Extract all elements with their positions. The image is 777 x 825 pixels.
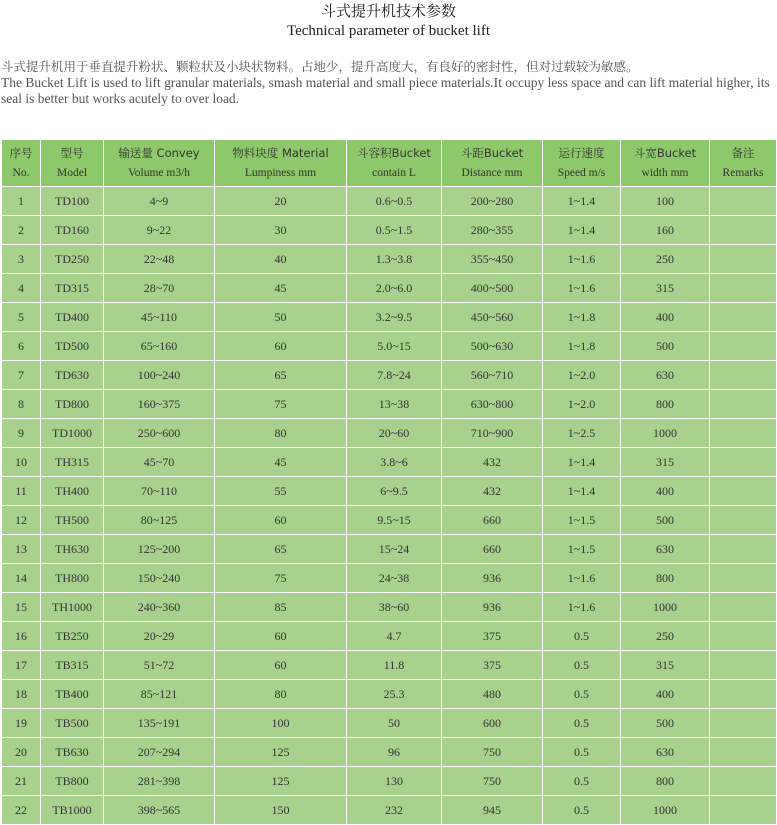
cell-material-lumpiness: 85 (215, 593, 347, 622)
cell-model: TB400 (41, 680, 104, 709)
cell-speed: 0.5 (543, 796, 621, 825)
cell-speed: 1~1.5 (543, 535, 621, 564)
cell-bucket-contain: 38~60 (347, 593, 442, 622)
cell-bucket-contain: 3.2~9.5 (347, 303, 442, 332)
cell-model: TD250 (41, 245, 104, 274)
table-row (2, 419, 777, 448)
cell-material-lumpiness: 65 (215, 535, 347, 564)
cell-bucket-distance: 280~355 (442, 216, 543, 245)
cell-bucket-contain: 96 (347, 738, 442, 767)
cell-no: 12 (2, 506, 41, 535)
cell-model: TH500 (41, 506, 104, 535)
cell-speed: 0.5 (543, 738, 621, 767)
cell-speed: 1~2.0 (543, 361, 621, 390)
cell-speed: 1~1.4 (543, 448, 621, 477)
header-speed-cn: 运行速度 (558, 145, 605, 160)
cell-bucket-contain: 1.3~3.8 (347, 245, 442, 274)
cell-bucket-distance: 450~560 (442, 303, 543, 332)
header-no-en: No. (12, 166, 30, 179)
cell-material-lumpiness: 100 (215, 709, 347, 738)
cell-bucket-width: 630 (621, 361, 710, 390)
cell-bucket-width: 800 (621, 390, 710, 419)
cell-no: 1 (2, 187, 41, 216)
cell-material-lumpiness: 60 (215, 332, 347, 361)
cell-bucket-width: 160 (621, 216, 710, 245)
cell-bucket-width: 100 (621, 187, 710, 216)
cell-bucket-distance: 375 (442, 651, 543, 680)
cell-remarks (710, 651, 777, 680)
cell-model: TH630 (41, 535, 104, 564)
cell-speed: 1~2.0 (543, 390, 621, 419)
cell-bucket-distance: 936 (442, 593, 543, 622)
cell-model: TD315 (41, 274, 104, 303)
cell-no: 4 (2, 274, 41, 303)
cell-model: TD100 (41, 187, 104, 216)
cell-model: TH800 (41, 564, 104, 593)
cell-speed: 1~2.5 (543, 419, 621, 448)
cell-convey-volume: 281~398 (104, 767, 215, 796)
cell-remarks (710, 448, 777, 477)
cell-speed: 0.5 (543, 651, 621, 680)
cell-remarks (710, 680, 777, 709)
cell-remarks (710, 187, 777, 216)
cell-remarks (710, 419, 777, 448)
cell-convey-volume: 100~240 (104, 361, 215, 390)
cell-bucket-distance: 200~280 (442, 187, 543, 216)
cell-bucket-distance: 400~500 (442, 274, 543, 303)
cell-bucket-distance: 500~630 (442, 332, 543, 361)
cell-bucket-width: 250 (621, 622, 710, 651)
cell-speed: 0.5 (543, 622, 621, 651)
cell-no: 18 (2, 680, 41, 709)
cell-speed: 1~1.6 (543, 274, 621, 303)
table-row (2, 535, 777, 564)
cell-bucket-width: 500 (621, 709, 710, 738)
cell-bucket-width: 630 (621, 535, 710, 564)
cell-bucket-contain: 0.5~1.5 (347, 216, 442, 245)
cell-convey-volume: 150~240 (104, 564, 215, 593)
cell-material-lumpiness: 60 (215, 651, 347, 680)
cell-bucket-distance: 375 (442, 622, 543, 651)
cell-bucket-distance: 936 (442, 564, 543, 593)
cell-model: TH400 (41, 477, 104, 506)
cell-no: 21 (2, 767, 41, 796)
header-bucket-width-cn: 斗宽Bucket (633, 145, 697, 160)
cell-bucket-width: 315 (621, 274, 710, 303)
header-convey-volume (104, 140, 215, 187)
cell-convey-volume: 9~22 (104, 216, 215, 245)
header-bucket-contain-cn: 斗容积Bucket (357, 145, 431, 160)
cell-bucket-contain: 3.8~6 (347, 448, 442, 477)
cell-bucket-width: 500 (621, 506, 710, 535)
cell-bucket-contain: 232 (347, 796, 442, 825)
table-row (2, 796, 777, 825)
cell-speed: 0.5 (543, 767, 621, 796)
cell-bucket-distance: 630~800 (442, 390, 543, 419)
cell-bucket-width: 315 (621, 448, 710, 477)
intro-paragraph (1, 58, 773, 107)
cell-bucket-contain: 11.8 (347, 651, 442, 680)
cell-bucket-contain: 0.6~0.5 (347, 187, 442, 216)
cell-model: TD630 (41, 361, 104, 390)
cell-remarks (710, 535, 777, 564)
header-remarks (710, 140, 777, 187)
cell-remarks (710, 216, 777, 245)
cell-no: 9 (2, 419, 41, 448)
cell-model: TB500 (41, 709, 104, 738)
cell-no: 10 (2, 448, 41, 477)
cell-remarks (710, 361, 777, 390)
cell-bucket-contain: 130 (347, 767, 442, 796)
cell-convey-volume: 135~191 (104, 709, 215, 738)
header-model-cn: 型号 (60, 145, 84, 160)
header-no (2, 140, 41, 187)
cell-remarks (710, 796, 777, 825)
cell-model: TD160 (41, 216, 104, 245)
cell-convey-volume: 28~70 (104, 274, 215, 303)
header-material-lumpiness (215, 140, 347, 187)
table-row (2, 651, 777, 680)
cell-bucket-width: 400 (621, 303, 710, 332)
cell-model: TH315 (41, 448, 104, 477)
header-model-en: Model (56, 166, 88, 179)
table-row (2, 216, 777, 245)
cell-convey-volume: 240~360 (104, 593, 215, 622)
cell-bucket-contain: 4.7 (347, 622, 442, 651)
cell-material-lumpiness: 40 (215, 245, 347, 274)
cell-model: TB800 (41, 767, 104, 796)
page-title-en: Technical parameter of bucket lift (286, 23, 490, 39)
cell-convey-volume: 250~600 (104, 419, 215, 448)
cell-model: TB315 (41, 651, 104, 680)
cell-no: 3 (2, 245, 41, 274)
cell-no: 5 (2, 303, 41, 332)
cell-speed: 1~1.8 (543, 303, 621, 332)
cell-convey-volume: 45~110 (104, 303, 215, 332)
cell-no: 6 (2, 332, 41, 361)
table-header (2, 140, 777, 187)
cell-no: 20 (2, 738, 41, 767)
cell-model: TD500 (41, 332, 104, 361)
cell-remarks (710, 390, 777, 419)
cell-convey-volume: 207~294 (104, 738, 215, 767)
header-bucket-width (621, 140, 710, 187)
cell-bucket-contain: 5.0~15 (347, 332, 442, 361)
cell-bucket-contain: 24~38 (347, 564, 442, 593)
cell-convey-volume: 20~29 (104, 622, 215, 651)
cell-remarks (710, 622, 777, 651)
cell-material-lumpiness: 80 (215, 680, 347, 709)
cell-no: 8 (2, 390, 41, 419)
cell-convey-volume: 51~72 (104, 651, 215, 680)
header-bucket-contain (347, 140, 442, 187)
table-row (2, 303, 777, 332)
cell-no: 19 (2, 709, 41, 738)
cell-remarks (710, 274, 777, 303)
cell-material-lumpiness: 80 (215, 419, 347, 448)
cell-speed: 1~1.6 (543, 245, 621, 274)
table-row (2, 274, 777, 303)
cell-bucket-width: 500 (621, 332, 710, 361)
cell-bucket-contain: 9.5~15 (347, 506, 442, 535)
cell-bucket-width: 630 (621, 738, 710, 767)
table-row (2, 245, 777, 274)
header-speed-en: Speed m/s (557, 166, 606, 179)
table-row (2, 390, 777, 419)
cell-model: TB630 (41, 738, 104, 767)
cell-remarks (710, 245, 777, 274)
cell-no: 13 (2, 535, 41, 564)
cell-bucket-distance: 750 (442, 738, 543, 767)
cell-bucket-contain: 50 (347, 709, 442, 738)
cell-material-lumpiness: 45 (215, 448, 347, 477)
header-bucket-width-en: width mm (641, 166, 689, 179)
cell-bucket-width: 800 (621, 767, 710, 796)
cell-remarks (710, 593, 777, 622)
cell-material-lumpiness: 20 (215, 187, 347, 216)
cell-speed: 0.5 (543, 709, 621, 738)
cell-bucket-distance: 660 (442, 535, 543, 564)
cell-no: 7 (2, 361, 41, 390)
header-bucket-contain-en: contain L (372, 166, 416, 179)
cell-bucket-contain: 15~24 (347, 535, 442, 564)
cell-model: TD800 (41, 390, 104, 419)
cell-no: 17 (2, 651, 41, 680)
header-bucket-distance-en: Distance mm (461, 166, 523, 179)
table-row (2, 767, 777, 796)
table-row (2, 564, 777, 593)
cell-bucket-contain: 25.3 (347, 680, 442, 709)
cell-convey-volume: 45~70 (104, 448, 215, 477)
cell-material-lumpiness: 125 (215, 738, 347, 767)
header-no-cn: 序号 (9, 145, 33, 160)
cell-bucket-width: 1000 (621, 419, 710, 448)
cell-convey-volume: 160~375 (104, 390, 215, 419)
cell-bucket-contain: 7.8~24 (347, 361, 442, 390)
cell-bucket-contain: 13~38 (347, 390, 442, 419)
table-row (2, 187, 777, 216)
cell-speed: 1~1.4 (543, 477, 621, 506)
header-convey-volume-cn: 输送量 Convey (118, 145, 200, 160)
cell-no: 15 (2, 593, 41, 622)
cell-model: TD400 (41, 303, 104, 332)
cell-remarks (710, 303, 777, 332)
cell-model: TD1000 (41, 419, 104, 448)
table-row (2, 622, 777, 651)
cell-material-lumpiness: 125 (215, 767, 347, 796)
table-row (2, 361, 777, 390)
cell-material-lumpiness: 75 (215, 390, 347, 419)
header-row (2, 140, 777, 187)
cell-speed: 0.5 (543, 680, 621, 709)
cell-no: 2 (2, 216, 41, 245)
header-remarks-cn: 备注 (731, 145, 755, 160)
cell-bucket-distance: 480 (442, 680, 543, 709)
cell-bucket-width: 315 (621, 651, 710, 680)
cell-material-lumpiness: 30 (215, 216, 347, 245)
table-row (2, 448, 777, 477)
cell-bucket-distance: 355~450 (442, 245, 543, 274)
header-material-lumpiness-en: Lumpiness mm (244, 166, 317, 179)
table-row (2, 506, 777, 535)
cell-speed: 1~1.8 (543, 332, 621, 361)
cell-bucket-width: 400 (621, 477, 710, 506)
header-material-lumpiness-cn: 物料块度 Material (232, 145, 329, 160)
cell-speed: 1~1.6 (543, 593, 621, 622)
cell-model: TB1000 (41, 796, 104, 825)
cell-bucket-width: 400 (621, 680, 710, 709)
cell-material-lumpiness: 65 (215, 361, 347, 390)
cell-speed: 1~1.4 (543, 216, 621, 245)
cell-convey-volume: 398~565 (104, 796, 215, 825)
table-row (2, 477, 777, 506)
cell-remarks (710, 738, 777, 767)
cell-bucket-contain: 20~60 (347, 419, 442, 448)
cell-convey-volume: 22~48 (104, 245, 215, 274)
cell-material-lumpiness: 60 (215, 622, 347, 651)
cell-material-lumpiness: 60 (215, 506, 347, 535)
cell-model: TB250 (41, 622, 104, 651)
cell-bucket-distance: 710~900 (442, 419, 543, 448)
header-remarks-en: Remarks (722, 166, 764, 179)
cell-convey-volume: 80~125 (104, 506, 215, 535)
cell-convey-volume: 65~160 (104, 332, 215, 361)
table-row (2, 738, 777, 767)
cell-bucket-distance: 432 (442, 448, 543, 477)
table-row (2, 593, 777, 622)
header-bucket-distance (442, 140, 543, 187)
cell-material-lumpiness: 50 (215, 303, 347, 332)
cell-bucket-distance: 432 (442, 477, 543, 506)
cell-bucket-distance: 600 (442, 709, 543, 738)
cell-remarks (710, 477, 777, 506)
cell-convey-volume: 70~110 (104, 477, 215, 506)
cell-bucket-distance: 945 (442, 796, 543, 825)
cell-no: 14 (2, 564, 41, 593)
cell-speed: 1~1.5 (543, 506, 621, 535)
cell-remarks (710, 506, 777, 535)
cell-convey-volume: 4~9 (104, 187, 215, 216)
header-bucket-distance-cn: 斗距Bucket (460, 145, 524, 160)
cell-no: 22 (2, 796, 41, 825)
cell-speed: 1~1.4 (543, 187, 621, 216)
cell-bucket-width: 250 (621, 245, 710, 274)
cell-bucket-distance: 560~710 (442, 361, 543, 390)
page-title-cn: 斗式提升机技术参数 (320, 2, 456, 20)
cell-convey-volume: 125~200 (104, 535, 215, 564)
cell-bucket-contain: 6~9.5 (347, 477, 442, 506)
cell-convey-volume: 85~121 (104, 680, 215, 709)
cell-material-lumpiness: 75 (215, 564, 347, 593)
cell-material-lumpiness: 150 (215, 796, 347, 825)
parameter-table (1, 139, 777, 825)
table-row (2, 332, 777, 361)
intro-text-en: The Bucket Lift is used to lift granular materials, smash material and small piece materials.It occupy less space and can lift material higher, its seal is better but works acutely to over load. (1, 75, 770, 106)
cell-bucket-distance: 660 (442, 506, 543, 535)
cell-no: 16 (2, 622, 41, 651)
header-convey-volume-en: Volume m3/h (127, 166, 191, 179)
cell-model: TH1000 (41, 593, 104, 622)
cell-remarks (710, 332, 777, 361)
cell-bucket-width: 1000 (621, 796, 710, 825)
cell-bucket-width: 1000 (621, 593, 710, 622)
table-body (2, 187, 777, 825)
header-model (41, 140, 104, 187)
cell-remarks (710, 709, 777, 738)
table-row (2, 680, 777, 709)
cell-no: 11 (2, 477, 41, 506)
cell-bucket-distance: 750 (442, 767, 543, 796)
cell-material-lumpiness: 45 (215, 274, 347, 303)
cell-bucket-contain: 2.0~6.0 (347, 274, 442, 303)
cell-bucket-width: 800 (621, 564, 710, 593)
table-row (2, 709, 777, 738)
header-speed (543, 140, 621, 187)
cell-remarks (710, 767, 777, 796)
cell-material-lumpiness: 55 (215, 477, 347, 506)
intro-text-cn: 斗式提升机用于垂直提升粉状、颗粒状及小块状物料。占地少，提升高度大，有良好的密封性，但对过载较为敏感。 (1, 59, 639, 74)
cell-speed: 1~1.6 (543, 564, 621, 593)
cell-remarks (710, 564, 777, 593)
